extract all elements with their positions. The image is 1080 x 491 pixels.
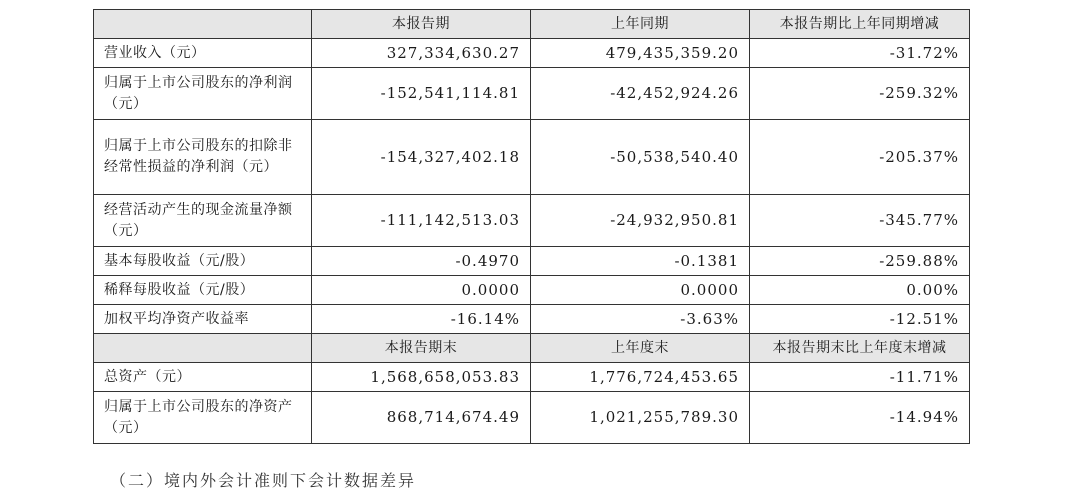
- table-row: [94, 39, 970, 68]
- current-value: 868,714,674.49: [312, 392, 531, 444]
- row-label: 经营活动产生的现金流量净额（元）: [94, 195, 312, 247]
- header-change: 本报告期比上年同期增减: [750, 10, 970, 39]
- header-period-end: 本报告期末: [312, 334, 531, 363]
- current-value: -152,541,114.81: [312, 68, 531, 120]
- table-header-row: [94, 10, 970, 39]
- table-header-row: [94, 334, 970, 363]
- current-value: -0.4970: [312, 247, 531, 276]
- table-row: [94, 305, 970, 334]
- header-current-period: 本报告期: [312, 10, 531, 39]
- financial-data-table: [93, 9, 970, 444]
- header-prior-year-end: 上年度末: [531, 334, 750, 363]
- current-value: 0.0000: [312, 276, 531, 305]
- change-value: -259.32%: [750, 68, 970, 120]
- row-label: 稀释每股收益（元/股）: [94, 276, 312, 305]
- change-value: -14.94%: [750, 392, 970, 444]
- header-blank-cell: [94, 334, 312, 363]
- table-row: [94, 392, 970, 444]
- table-row: [94, 363, 970, 392]
- change-value: -31.72%: [750, 39, 970, 68]
- current-value: -16.14%: [312, 305, 531, 334]
- change-value: -345.77%: [750, 195, 970, 247]
- row-label: 归属于上市公司股东的净利润（元）: [94, 68, 312, 120]
- current-value: -111,142,513.03: [312, 195, 531, 247]
- prior-value: -24,932,950.81: [531, 195, 750, 247]
- change-value: -11.71%: [750, 363, 970, 392]
- table-row: [94, 68, 970, 120]
- header-prior-period: 上年同期: [531, 10, 750, 39]
- header-change-since-year-end: 本报告期末比上年度末增减: [750, 334, 970, 363]
- current-value: -154,327,402.18: [312, 120, 531, 195]
- row-label: 归属于上市公司股东的净资产（元）: [94, 392, 312, 444]
- prior-value: 479,435,359.20: [531, 39, 750, 68]
- current-value: 1,568,658,053.83: [312, 363, 531, 392]
- table-row: [94, 195, 970, 247]
- prior-value: 0.0000: [531, 276, 750, 305]
- table-row: [94, 247, 970, 276]
- row-label: 总资产（元）: [94, 363, 312, 392]
- prior-value: 1,021,255,789.30: [531, 392, 750, 444]
- change-value: 0.00%: [750, 276, 970, 305]
- prior-value: -50,538,540.40: [531, 120, 750, 195]
- row-label: 加权平均净资产收益率: [94, 305, 312, 334]
- change-value: -259.88%: [750, 247, 970, 276]
- prior-value: -42,452,924.26: [531, 68, 750, 120]
- prior-value: -3.63%: [531, 305, 750, 334]
- change-value: -205.37%: [750, 120, 970, 195]
- row-label: 归属于上市公司股东的扣除非经常性损益的净利润（元）: [94, 120, 312, 195]
- prior-value: 1,776,724,453.65: [531, 363, 750, 392]
- row-label: 基本每股收益（元/股）: [94, 247, 312, 276]
- change-value: -12.51%: [750, 305, 970, 334]
- current-value: 327,334,630.27: [312, 39, 531, 68]
- table-row: [94, 120, 970, 195]
- prior-value: -0.1381: [531, 247, 750, 276]
- header-blank-cell: [94, 10, 312, 39]
- row-label: 营业收入（元）: [94, 39, 312, 68]
- section-heading-partial: （二）境内外会计准则下会计数据差异: [110, 471, 417, 490]
- table-row: [94, 276, 970, 305]
